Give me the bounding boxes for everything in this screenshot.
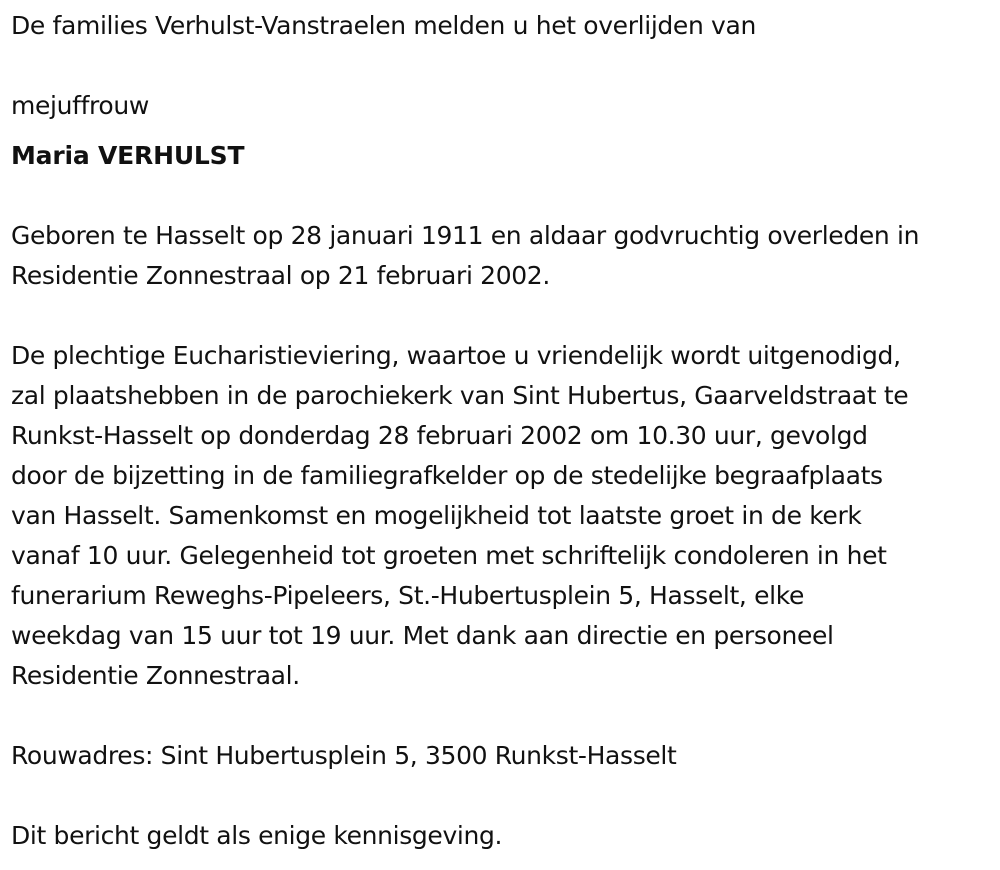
ceremony-line: door de bijzetting in de familiegrafkelder op de stedelijke begraafplaats (11, 461, 883, 490)
ceremony-paragraph (11, 336, 996, 696)
birth-death-line: Geboren te Hasselt op 28 januari 1911 en aldaar godvruchtig overleden in (11, 221, 920, 250)
ceremony-line: De plechtige Eucharistieviering, waartoe u vriendelijk wordt uitgenodigd, (11, 341, 901, 370)
ceremony-line: Residentie Zonnestraal. (11, 661, 300, 690)
intro-text: De families Verhulst-Vanstraelen melden u het overlijden van (11, 11, 756, 40)
honorific: mejuffrouw (11, 91, 149, 120)
ceremony-line: vanaf 10 uur. Gelegenheid tot groeten met schriftelijk condoleren in het (11, 541, 887, 570)
closing-text: Dit bericht geldt als enige kennisgeving. (11, 821, 503, 850)
spacer (11, 696, 996, 736)
spacer (11, 126, 996, 136)
ceremony-line: funerarium Reweghs-Pipeleers, St.-Hubertusplein 5, Hasselt, elke (11, 581, 804, 610)
death-notice (11, 6, 996, 856)
birth-death-paragraph (11, 216, 996, 296)
birth-death-line: Residentie Zonnestraal op 21 februari 2002. (11, 261, 550, 290)
mourning-address: Rouwadres: Sint Hubertusplein 5, 3500 Runkst-Hasselt (11, 741, 677, 770)
spacer (11, 46, 996, 86)
deceased-name: Maria VERHULST (11, 141, 245, 170)
spacer (11, 776, 996, 816)
spacer (11, 296, 996, 336)
ceremony-line: Runkst-Hasselt op donderdag 28 februari 2002 om 10.30 uur, gevolgd (11, 421, 868, 450)
ceremony-line: zal plaatshebben in de parochiekerk van Sint Hubertus, Gaarveldstraat te (11, 381, 909, 410)
spacer (11, 176, 996, 216)
ceremony-line: weekdag van 15 uur tot 19 uur. Met dank aan directie en personeel (11, 621, 834, 650)
ceremony-line: van Hasselt. Samenkomst en mogelijkheid tot laatste groet in de kerk (11, 501, 862, 530)
